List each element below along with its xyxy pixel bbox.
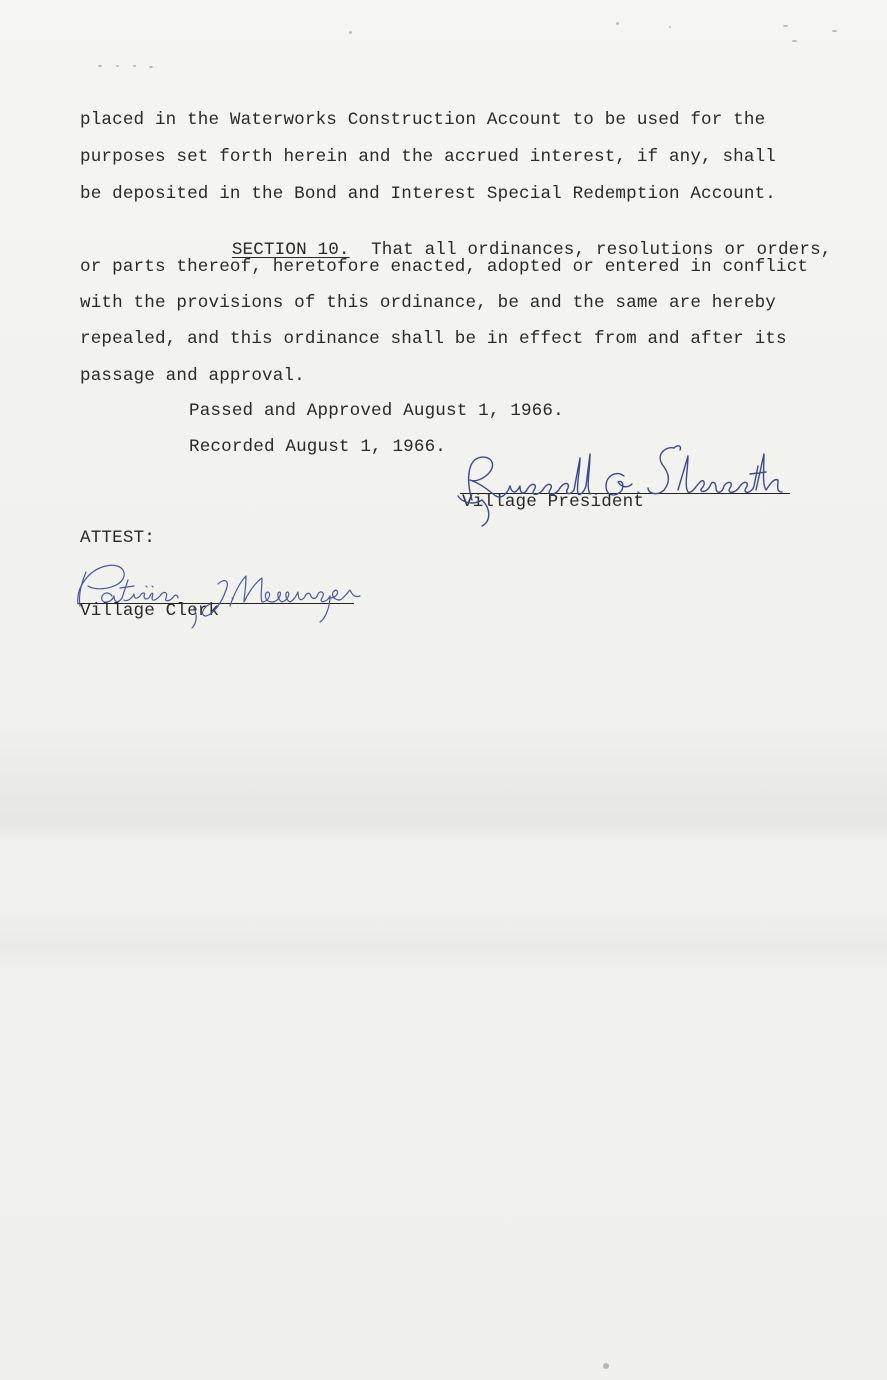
president-signature [452, 440, 792, 520]
paper-speck [149, 66, 153, 68]
paper-speck [616, 22, 619, 25]
paper-speck [669, 26, 671, 28]
paper-speck [603, 1363, 609, 1369]
section-heading: SECTION 10. [231, 240, 350, 260]
paper-speck [783, 25, 788, 27]
paper-speck [133, 65, 136, 67]
passed-statement: Passed and Approved August 1, 1966. [189, 401, 564, 421]
attest-label: ATTEST: [80, 528, 155, 548]
recorded-statement: Recorded August 1, 1966. [189, 437, 446, 457]
body-text-line: repealed, and this ordinance shall be in effect from and after its [80, 329, 787, 349]
paper-speck [349, 31, 352, 34]
body-text-line: or parts thereof, heretofore enacted, adopted or entered in conflict [80, 257, 809, 277]
body-text-line: be deposited in the Bond and Interest Special Redemption Account. [80, 184, 777, 204]
clerk-title: Village Clerk [80, 601, 220, 621]
body-text: That all ordinances, resolutions or orders, [371, 240, 832, 260]
paper-speck [98, 65, 102, 67]
president-title: Village President [462, 492, 645, 512]
clerk-signature [68, 558, 368, 628]
body-text-line: passage and approval. [80, 366, 305, 386]
paper-speck [116, 65, 119, 67]
body-text-line: with the provisions of this ordinance, be and the same are hereby [80, 293, 777, 313]
body-text-line: purposes set forth herein and the accrued interest, if any, shall [80, 147, 777, 167]
paper-speck [792, 40, 797, 42]
paper-speck [832, 30, 837, 32]
body-text-line: placed in the Waterworks Construction Account to be used for the [80, 110, 766, 130]
